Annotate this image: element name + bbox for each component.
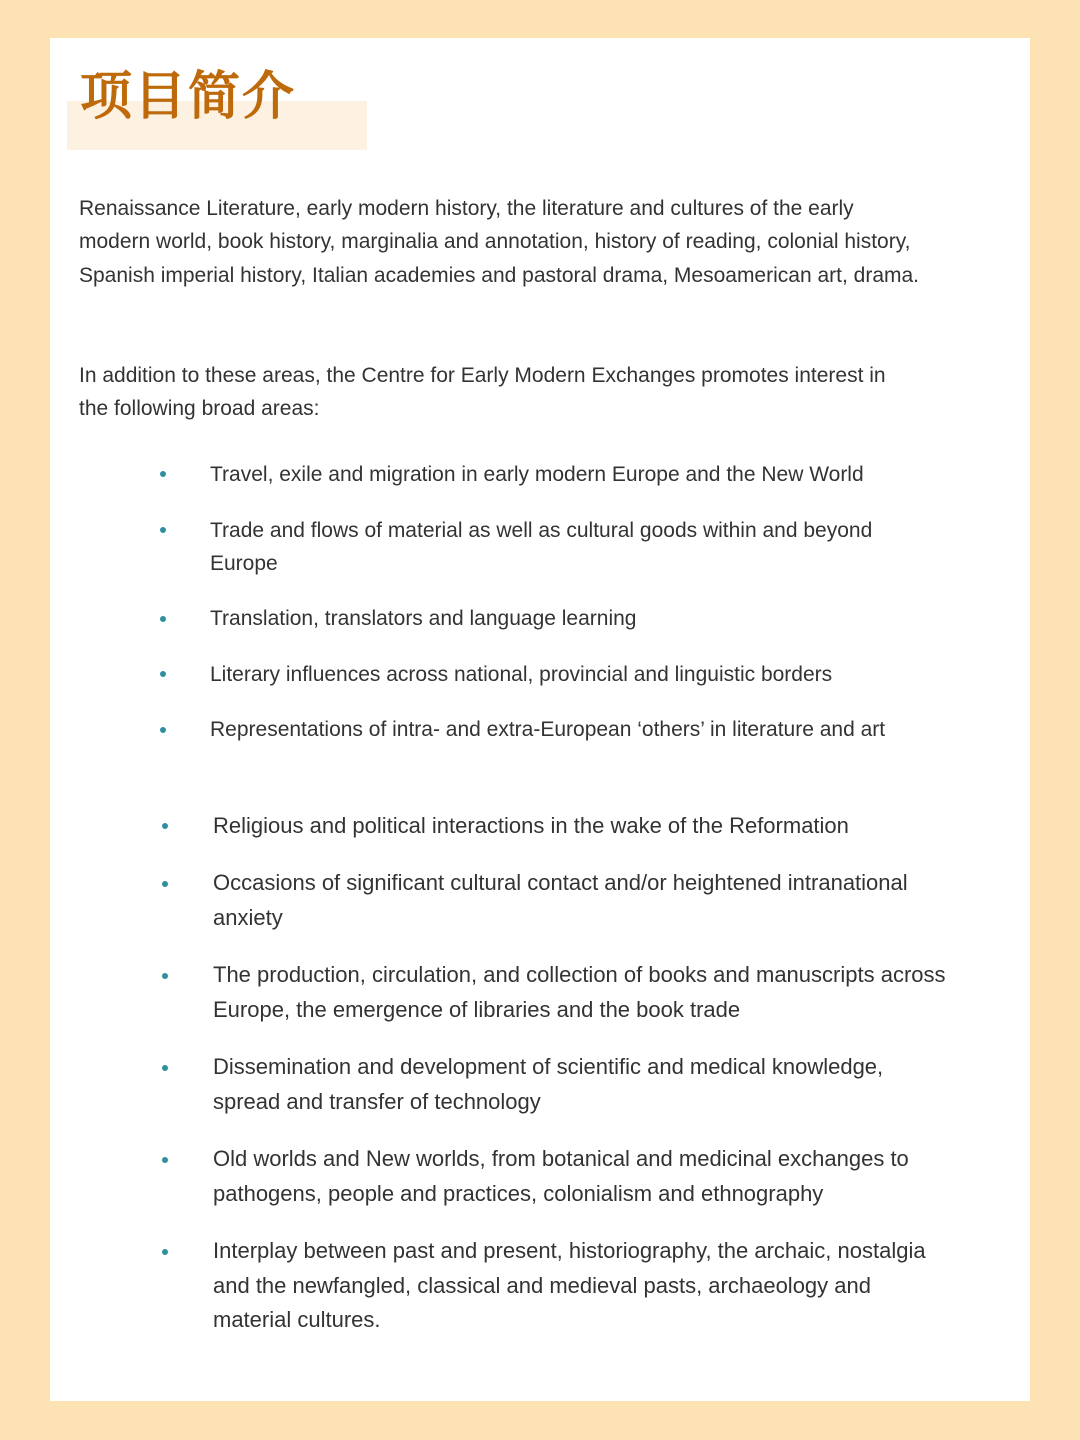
bullet-icon (160, 727, 166, 733)
intro-paragraph: Renaissance Literature, early modern history, the literature and cultures of the early modern world, book history, marginalia and annotation, history of reading, colonial history, Spanish imperial history, Italian academies and pastoral drama, Mesoamerican art, drama. (79, 197, 919, 287)
list-item-text: Travel, exile and migration in early modern Europe and the New World (210, 463, 864, 486)
bullet-icon (162, 881, 168, 887)
bullet-icon (162, 823, 168, 829)
bullet-icon (160, 671, 166, 677)
list-item-text: Literary influences across national, provincial and linguistic borders (210, 663, 833, 686)
list-item-text: Old worlds and New worlds, from botanical and medicinal exchanges to pathogens, people and practices, colonialism and ethnography (213, 1146, 909, 1206)
list-item-text: Interplay between past and present, historiography, the archaic, nostalgia and the newfangled, classical and medieval pasts, archaeology and material cultures. (213, 1238, 926, 1333)
list-item-text: Dissemination and development of scientific and medical knowledge, spread and transfer of technology (213, 1054, 884, 1114)
list-item-text: Trade and flows of material as well as cultural goods within and beyond Europe (210, 519, 873, 576)
bullet-icon (162, 1249, 168, 1255)
list-item-text: Religious and political interactions in the wake of the Reformation (213, 813, 849, 838)
bullet-icon (160, 616, 166, 622)
content-card (50, 38, 1030, 1401)
bullet-icon (160, 471, 166, 477)
bullet-icon (160, 527, 166, 533)
bullet-icon (162, 1065, 168, 1071)
bullet-icon (162, 1157, 168, 1163)
page-title: 项目简介 (80, 67, 297, 127)
list-item-text: Translation, translators and language learning (210, 607, 637, 630)
areas-intro-paragraph: In addition to these areas, the Centre for Early Modern Exchanges promotes interest in the following broad areas: (79, 364, 886, 421)
list-item-text: Representations of intra- and extra-European ‘others’ in literature and art (210, 718, 886, 741)
list-item-text: Occasions of significant cultural contact and/or heightened intranational anxiety (213, 870, 908, 930)
list-item-text: The production, circulation, and collection of books and manuscripts across Europe, the emergence of libraries and the book trade (213, 962, 946, 1022)
bullet-icon (162, 973, 168, 979)
